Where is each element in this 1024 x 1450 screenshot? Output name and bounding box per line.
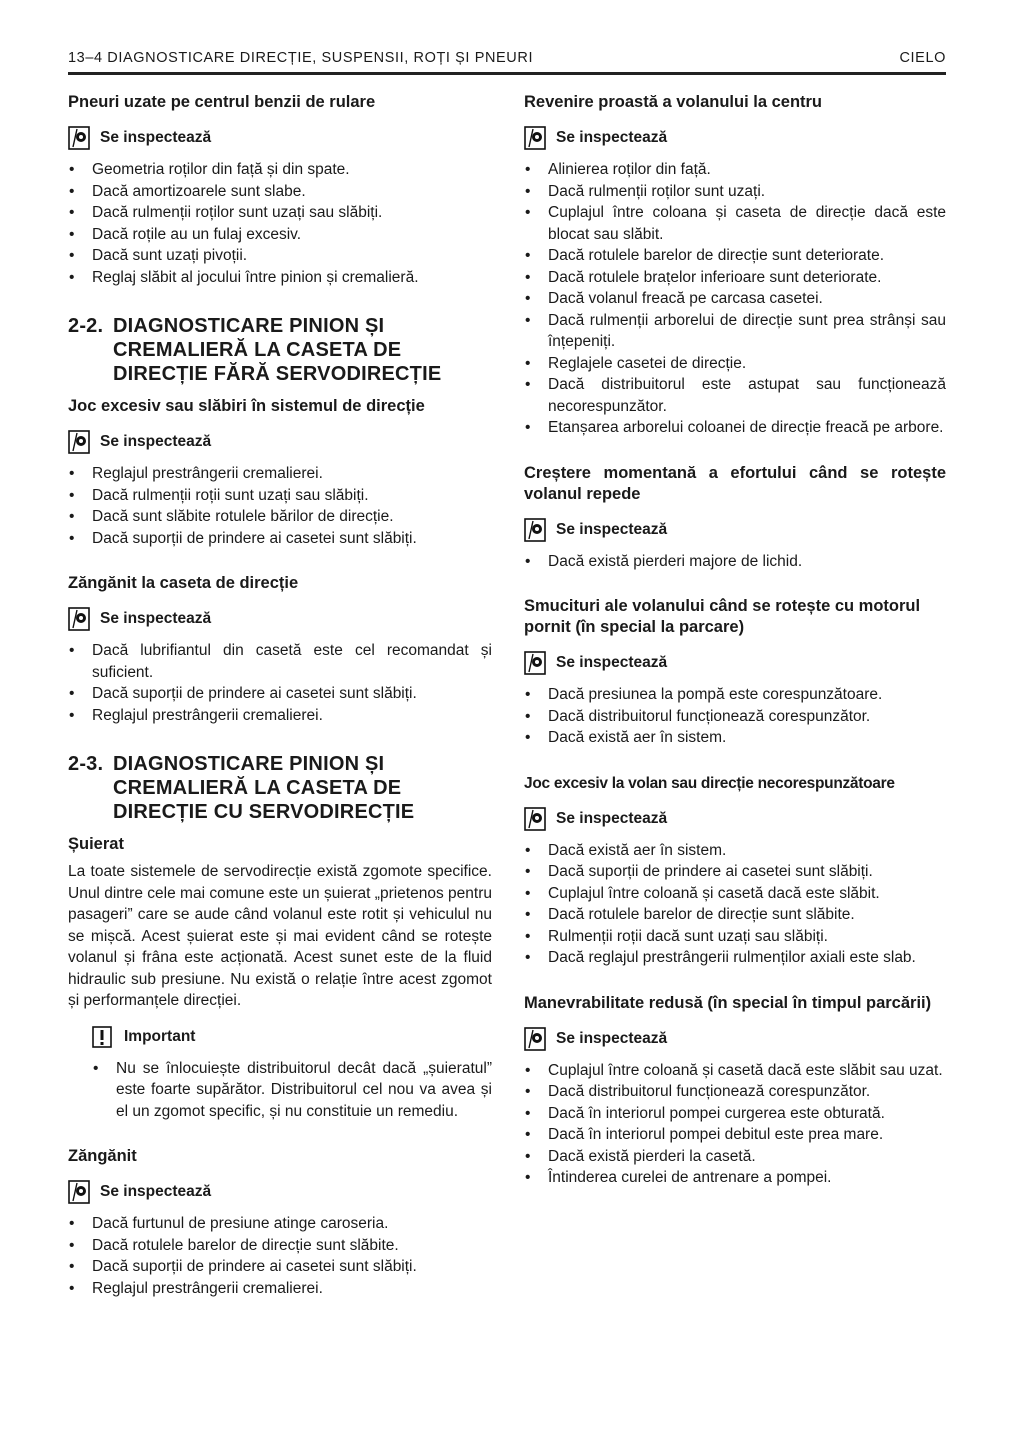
exclamation-icon: [92, 1026, 112, 1048]
section-heading: Revenire proastă a volanului la centru: [524, 93, 823, 111]
list-item: • Dacă suporții de prindere ai casetei sunt slăbiți.: [69, 1258, 417, 1275]
list-item: • Cuplajul între coloană și casetă dacă este slăbit.: [525, 884, 880, 902]
list-item: • Dacă suporții de prindere ai casetei sunt slăbiți.: [69, 685, 417, 702]
inspect-eye-icon: [524, 1027, 546, 1051]
list-item: • Dacă distribuitorul funcționează corespunzător.: [525, 707, 871, 725]
section-heading: Smucituri ale volanului când se rotește cu motorul pornit (în special la parcare): [524, 597, 921, 636]
inspect-label-row: [524, 1026, 946, 1052]
page-header: [68, 46, 946, 75]
chapter-number: 2-3.: [68, 753, 104, 775]
chapter-title: DIAGNOSTICARE PINION ȘI CREMALIERĂ LA CASETA DE DIRECȚIE FĂRĂ SERVODIRECȚIE: [113, 315, 442, 385]
bullet-list: [68, 463, 492, 549]
inspect-label: Se inspectează: [100, 129, 212, 146]
section-heading: Zăngănit la caseta de direcție: [68, 574, 299, 592]
list-item: • Geometria roților din față și din spate.: [69, 161, 350, 178]
inspect-label: Se inspectează: [100, 433, 212, 450]
list-item: • Dacă există aer în sistem.: [525, 841, 727, 859]
section-heading: Zăngănit: [68, 1147, 137, 1165]
list-item: • Întinderea curelei de antrenare a pompei.: [525, 1169, 832, 1186]
inspect-eye-icon: [68, 126, 90, 150]
list-item: • Reglajele casetei de direcție.: [525, 354, 747, 372]
inspect-eye-icon: [524, 126, 546, 150]
chapter-number: 2-2.: [68, 315, 104, 337]
list-item: • Alinierea roților din față.: [525, 161, 711, 178]
list-item: • Dacă lubrifiantul din casetă este cel recomandat și suficient.: [69, 642, 492, 681]
inspect-label-row: [68, 606, 492, 632]
bullet-list: [524, 840, 946, 969]
list-item: • Dacă există pierderi majore de lichid.: [525, 552, 803, 570]
list-item: • Dacă există aer în sistem.: [525, 729, 727, 746]
inspect-label-row: [68, 429, 492, 455]
bullet-list: [524, 1060, 946, 1189]
list-item: • Dacă în interiorul pompei curgerea este obturată.: [525, 1104, 885, 1122]
list-item: • Cuplajul între coloana și caseta de direcție dacă este blocat sau slăbit.: [525, 204, 946, 243]
inspect-eye-icon: [524, 807, 546, 831]
bullet-list: [524, 684, 946, 749]
list-item: • Etanșarea arborelui coloanei de direcție freacă pe arbore.: [525, 419, 944, 436]
list-item: • Dacă distribuitorul este astupat sau funcționează necorespunzător.: [525, 376, 946, 415]
list-item: • Dacă în interiorul pompei debitul este prea mare.: [525, 1126, 884, 1143]
inspect-label-row: [524, 125, 946, 151]
inspect-eye-icon: [524, 651, 546, 675]
list-item: • Dacă sunt slăbite rotulele bărilor de direcție.: [69, 508, 394, 525]
list-item: • Cuplajul între coloană și casetă dacă este slăbit sau uzat.: [525, 1061, 943, 1079]
list-item: • Dacă furtunul de presiune atinge caroseria.: [69, 1215, 389, 1232]
list-item: • Dacă presiunea la pompă este corespunzătoare.: [525, 686, 883, 703]
important-label-row: [92, 1024, 492, 1050]
list-item: • Dacă rotulele barelor de direcție sunt deteriorate.: [525, 247, 885, 264]
list-item: • Dacă distribuitorul funcționează corespunzător.: [525, 1083, 871, 1100]
section-heading: Joc excesiv sau slăbiri în sistemul de direcție: [68, 397, 425, 415]
inspect-eye-icon: [68, 430, 90, 454]
section-heading: Creștere momentană a efortului când se rotește volanul repede: [524, 463, 946, 503]
inspect-label-row: [524, 650, 946, 676]
list-item: • Dacă există pierderi la casetă.: [525, 1147, 756, 1165]
inspect-label: Se inspectează: [556, 654, 668, 671]
important-label: Important: [124, 1027, 196, 1045]
section-heading: Pneuri uzate pe centrul benzii de rulare: [68, 93, 376, 111]
list-item: • Dacă rotulele brațelor inferioare sunt deteriorate.: [525, 268, 882, 286]
left-column: [68, 92, 492, 1299]
inspect-label: Se inspectează: [100, 1183, 212, 1200]
section-heading: Manevrabilitate redusă (în special în timpul parcării): [524, 993, 932, 1012]
list-item: • Reglajul prestrângerii cremalierei.: [69, 706, 323, 724]
list-item: • Dacă rulmenții roții sunt uzați sau slăbiți.: [69, 486, 369, 504]
section-heading: Joc excesiv la volan sau direcție necorespunzătoare: [524, 774, 895, 792]
header-model-name: CIELO: [899, 50, 946, 66]
section-heading: Șuierat: [68, 835, 124, 853]
list-item: • Reglajul prestrângerii cremalierei.: [69, 1279, 323, 1297]
inspect-eye-icon: [524, 518, 546, 542]
inspect-label-row: [68, 1179, 492, 1205]
list-item: • Dacă suporții de prindere ai casetei sunt slăbiți.: [525, 863, 873, 880]
list-item: • Dacă reglajul prestrângerii rulmenților axiali este slab.: [525, 949, 916, 966]
inspect-label: Se inspectează: [556, 1029, 668, 1047]
inspect-label: Se inspectează: [556, 809, 668, 827]
right-column: [524, 92, 946, 1189]
list-item: • Rulmenții roții dacă sunt uzați sau slăbiți.: [525, 927, 828, 945]
list-item: • Dacă rotulele barelor de direcție sunt slăbite.: [69, 1236, 399, 1254]
list-item: • Dacă rotulele barelor de direcție sunt slăbite.: [525, 906, 855, 923]
chapter-heading-2-3: [68, 752, 492, 824]
chapter-heading-2-2: [68, 314, 492, 386]
important-note: • Nu se înlocuiește distribuitorul decât dacă „șuieratul” este foarte supărător. Distribuitorul cel nou va avea și el un zgomot specific, și nu constituie un remediu.: [93, 1059, 492, 1120]
list-item: • Dacă roțile au un fulaj excesiv.: [69, 225, 302, 243]
chapter-title: DIAGNOSTICARE PINION ȘI CREMALIERĂ LA CASETA DE DIRECȚIE CU SERVODIRECȚIE: [113, 753, 415, 823]
bullet-list: [68, 159, 492, 288]
inspect-label: Se inspectează: [556, 129, 668, 146]
bullet-list: [524, 551, 946, 573]
list-item: • Reglajul prestrângerii cremalierei.: [69, 465, 323, 482]
inspect-label: Se inspectează: [556, 520, 668, 538]
list-item: • Dacă amortizoarele sunt slabe.: [69, 182, 306, 200]
list-item: • Dacă volanul freacă pe carcasa casetei.: [525, 290, 823, 307]
header-chapter-title: 13–4 DIAGNOSTICARE DIRECȚIE, SUSPENSII, ROȚI ȘI PNEURI: [68, 50, 534, 66]
list-item: • Dacă suporții de prindere ai casetei sunt slăbiți.: [69, 529, 417, 547]
bullet-list: [68, 640, 492, 726]
bullet-list: [524, 159, 946, 439]
bullet-list: [68, 1213, 492, 1299]
list-item: • Dacă sunt uzați pivoții.: [69, 247, 248, 264]
paragraph: La toate sistemele de servodirecție există zgomote specifice. Unul dintre cele mai comune este un șuierat „prietenos pentru pasageri” care se aude când volanul este rotit și vehiculul nu se mișcă. Acest șuierat este și mai evident când se rotește volanul și frâna este acționată. Acest sunet este de la fluid hidraulic sub presiune. Nu există o relație între acest zgomot și performanțele direcției.: [68, 863, 492, 1009]
inspect-eye-icon: [68, 1180, 90, 1204]
list-item: • Dacă rulmenții roților sunt uzați.: [525, 182, 766, 200]
list-item: • Dacă rulmenții roților sunt uzați sau slăbiți.: [69, 204, 383, 221]
inspect-label-row: [524, 806, 946, 832]
inspect-label: Se inspectează: [100, 610, 212, 627]
inspect-eye-icon: [68, 607, 90, 631]
list-item: • Reglaj slăbit al jocului între pinion și cremalieră.: [69, 268, 419, 286]
inspect-label-row: [68, 125, 492, 151]
inspect-label-row: [524, 517, 946, 543]
list-item: • Dacă rulmenții arborelui de direcție sunt prea strânși sau înțepeniți.: [525, 311, 946, 350]
